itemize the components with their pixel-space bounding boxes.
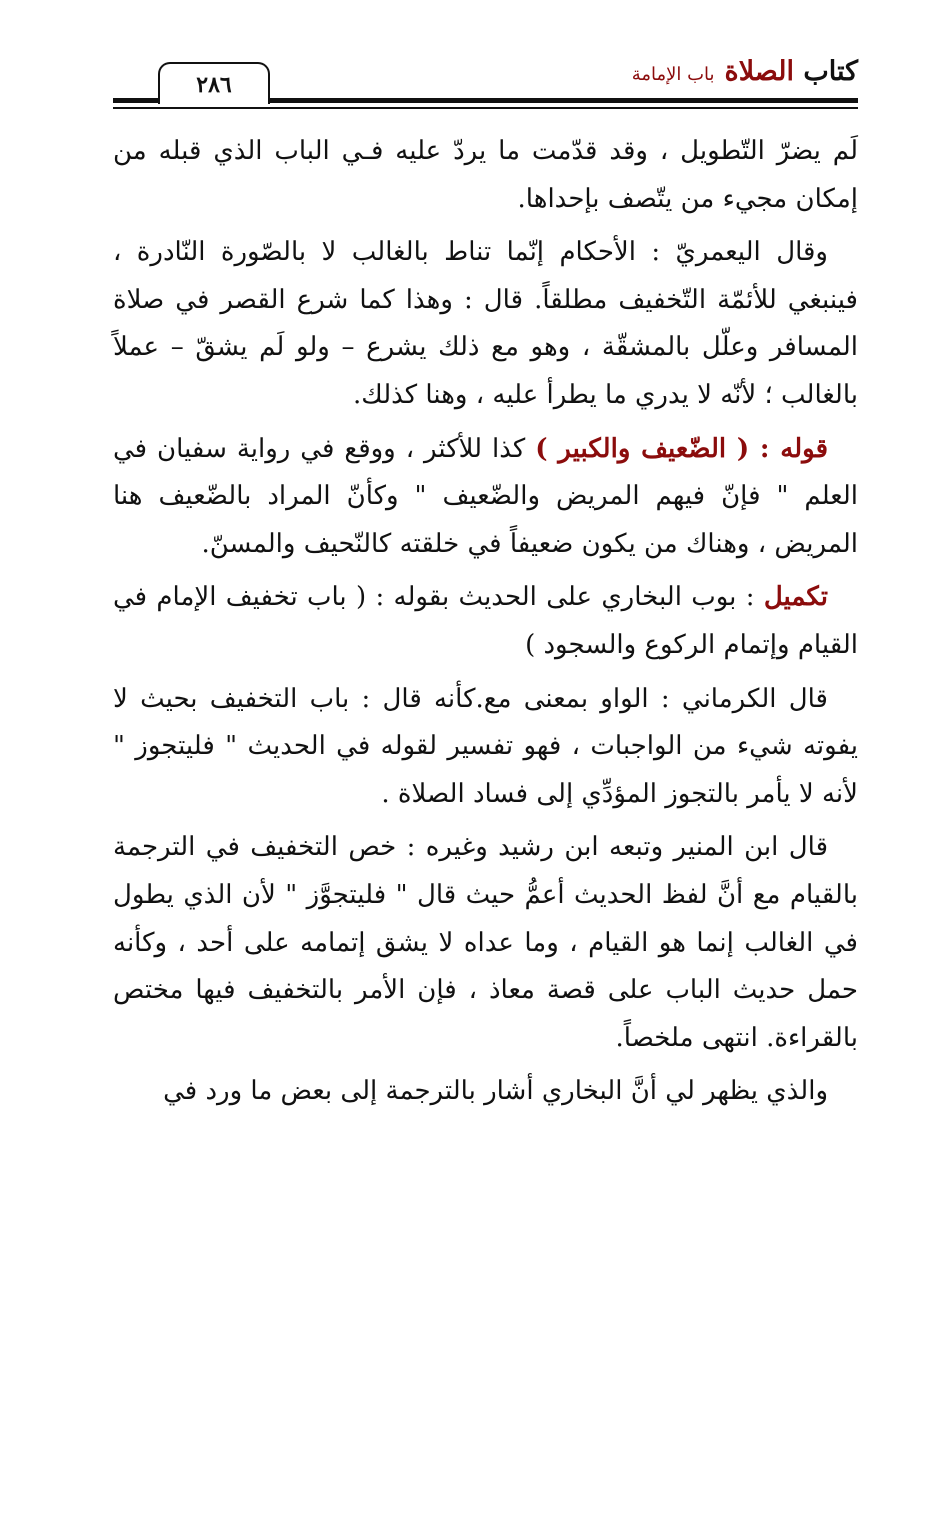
paragraph-3 <box>113 426 858 569</box>
supplement-label: تكميل <box>763 582 828 613</box>
commentary-lemma: قوله : ( الضّعيف والكبير ) <box>535 433 828 464</box>
running-title <box>632 56 858 87</box>
paragraph-4 <box>113 574 858 669</box>
paragraph-text: كذا للأكثر ، ووقع في رواية سفيان في العلم " فإنّ فيهم المريض والضّعيف " وكأنّ المراد بالضّعيف هنا المريض ، وهناك من يكون ضعيفاً في خلقته كالنّحيف والمسنّ. <box>113 433 858 559</box>
chapter-title: باب الإمامة <box>631 64 715 85</box>
paragraph-text: قال الكرماني : الواو بمعنى مع.كأنه قال : باب التخفيف بحيث لا يفوته شيء من الواجبات ، فهو تفسير لقوله في الحديث " فليتجوز " لأنه لا يأمر بالتجوز المؤدِّي إلى فساد الصلاة . <box>113 683 858 809</box>
book-title-accent: الصلاة <box>724 56 794 87</box>
paragraph-1 <box>113 128 858 223</box>
paragraph-text: لَم يضرّ التّطويل ، وقد قدّمت ما يردّ عليه فـي الباب الذي قبله من إمكان مجيء من يتّصف بإحداها. <box>113 136 858 214</box>
book-title-main: كتاب <box>793 56 858 87</box>
paragraph-5 <box>113 676 858 819</box>
page-number: ٢٨٦ <box>158 62 270 104</box>
header-rule-thin <box>113 107 858 109</box>
paragraph-7 <box>113 1068 858 1116</box>
paragraph-text: والذي يظهر لي أنَّ البخاري أشار بالترجمة إلى بعض ما ورد في <box>163 1076 828 1107</box>
page-body <box>113 128 858 1122</box>
book-title <box>725 56 858 87</box>
paragraph-text: : بوب البخاري على الحديث بقوله : ( باب تخفيف الإمام في القيام وإتمام الركوع والسجود ) <box>113 582 858 660</box>
page-header <box>113 52 858 112</box>
paragraph-2 <box>113 229 858 419</box>
paragraph-text: وقال اليعمريّ : الأحكام إنّما تناط بالغالب لا بالصّورة النّادرة ، فينبغي للأئمّة التّخفيف مطلقاً. قال : وهذا كما شرع القصر في صلاة المسافر وعلّل بالمشقّة ، وهو مع ذلك يشرع – ولو لَم يشقّ – عملاً بالغالب ؛ لأنّه لا يدري ما يطرأ عليه ، وهنا كذلك. <box>113 237 858 410</box>
paragraph-text: قال ابن المنير وتبعه ابن رشيد وغيره : خص التخفيف في الترجمة بالقيام مع أنَّ لفظ الحديث أعمُّ حيث قال " فليتجوَّز " لأن الذي يطول في الغالب إنما هو القيام ، وما عداه لا يشق إتمامه على أحد ، وكأنه حمل حديث الباب على قصة معاذ ، فإن الأمر بالتخفيف فيها مختص بالقراءة. انتهى ملخصاً. <box>113 832 858 1053</box>
paragraph-6 <box>113 824 858 1062</box>
